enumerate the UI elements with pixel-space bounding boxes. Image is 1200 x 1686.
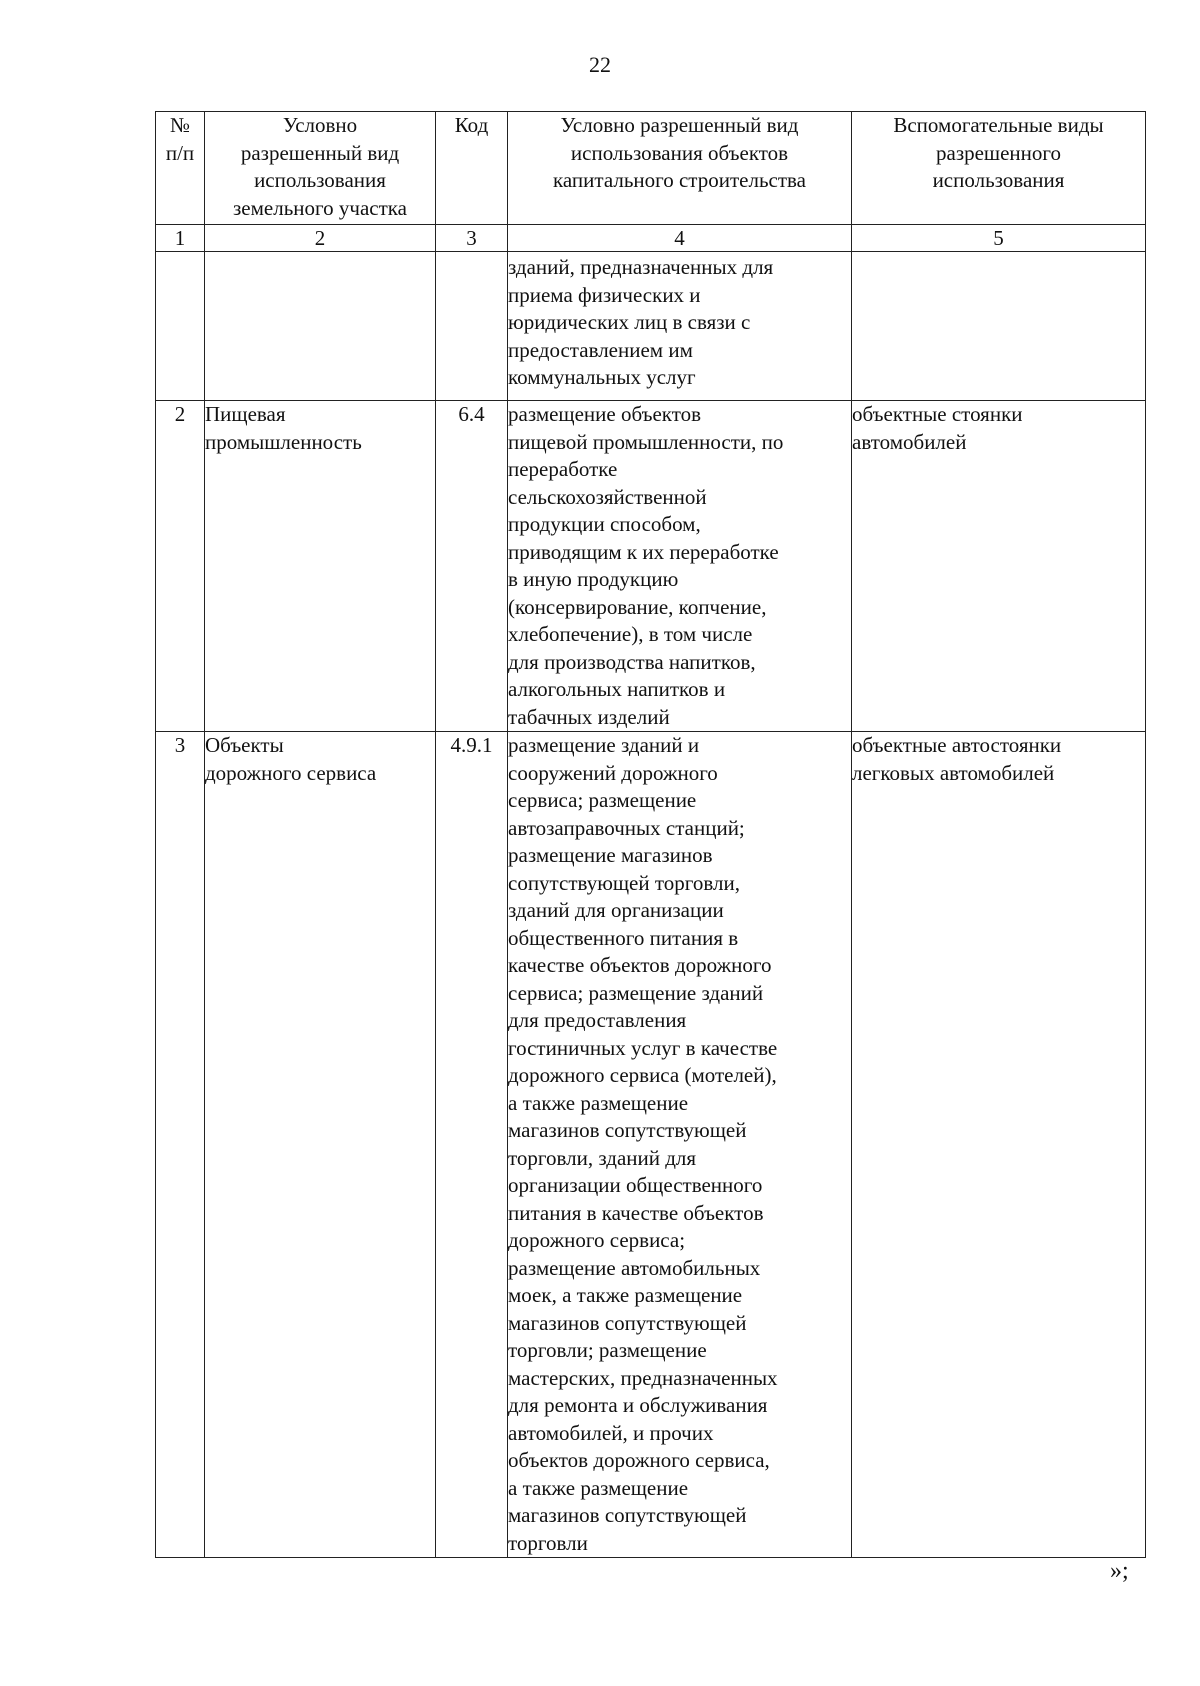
row-code: 6.4 bbox=[436, 401, 508, 732]
land-use-table bbox=[155, 111, 1146, 1558]
row-land-use: Пищевая промышленность bbox=[205, 401, 436, 732]
row-num: 3 bbox=[156, 732, 205, 1558]
row-capital-use: размещение зданий и сооружений дорожного сервиса; размещение автозаправочных станций; размещение магазинов сопутствующей торговли, зданий для организации общественного питания в качестве объектов дорожного сервиса; размещение зданий для предоставления гостиничных услуг в качестве дорожного сервиса (мотелей), а также размещение магазинов сопутствующей торговли, зданий для организации общественного питания в качестве объектов дорожного сервиса; размещение автомобильных моек, а также размещение магазинов сопутствующей торговли; размещение мастерских, предназначенных для ремонта и обслуживания автомобилей, и прочих объектов дорожного сервиса, а также размещение магазинов сопутствующей торговли bbox=[508, 732, 852, 1558]
row-num: 2 bbox=[156, 401, 205, 732]
row-capital-use: зданий, предназначенных для приема физических и юридических лиц в связи с предоставлением им коммунальных услуг bbox=[508, 252, 852, 401]
header-auxiliary: Вспомогательные виды разрешенного использования bbox=[852, 112, 1146, 225]
column-number: 3 bbox=[436, 225, 508, 252]
row-auxiliary bbox=[852, 252, 1146, 401]
header-num: № п/п bbox=[156, 112, 205, 225]
column-number: 5 bbox=[852, 225, 1146, 252]
table-row bbox=[156, 732, 1146, 1558]
column-number: 4 bbox=[508, 225, 852, 252]
row-auxiliary: объектные автостоянки легковых автомобилей bbox=[852, 732, 1146, 1558]
row-num bbox=[156, 252, 205, 401]
header-code: Код bbox=[436, 112, 508, 225]
row-code: 4.9.1 bbox=[436, 732, 508, 1558]
row-land-use: Объекты дорожного сервиса bbox=[205, 732, 436, 1558]
closing-quote-mark: »; bbox=[1110, 1558, 1129, 1584]
table-row bbox=[156, 401, 1146, 732]
row-code bbox=[436, 252, 508, 401]
row-land-use bbox=[205, 252, 436, 401]
table-header-row bbox=[156, 112, 1146, 225]
column-number: 2 bbox=[205, 225, 436, 252]
column-number-row bbox=[156, 225, 1146, 252]
table-row bbox=[156, 252, 1146, 401]
page-number: 22 bbox=[589, 52, 611, 77]
row-auxiliary: объектные стоянки автомобилей bbox=[852, 401, 1146, 732]
column-number: 1 bbox=[156, 225, 205, 252]
header-capital-use: Условно разрешенный вид использования объектов капитального строительства bbox=[508, 112, 852, 225]
header-land-use: Условно разрешенный вид использования земельного участка bbox=[205, 112, 436, 225]
row-capital-use: размещение объектов пищевой промышленности, по переработке сельскохозяйственной продукции способом, приводящим к их переработке в иную продукцию (консервирование, копчение, хлебопечение), в том числе для производства напитков, алкогольных напитков и табачных изделий bbox=[508, 401, 852, 732]
